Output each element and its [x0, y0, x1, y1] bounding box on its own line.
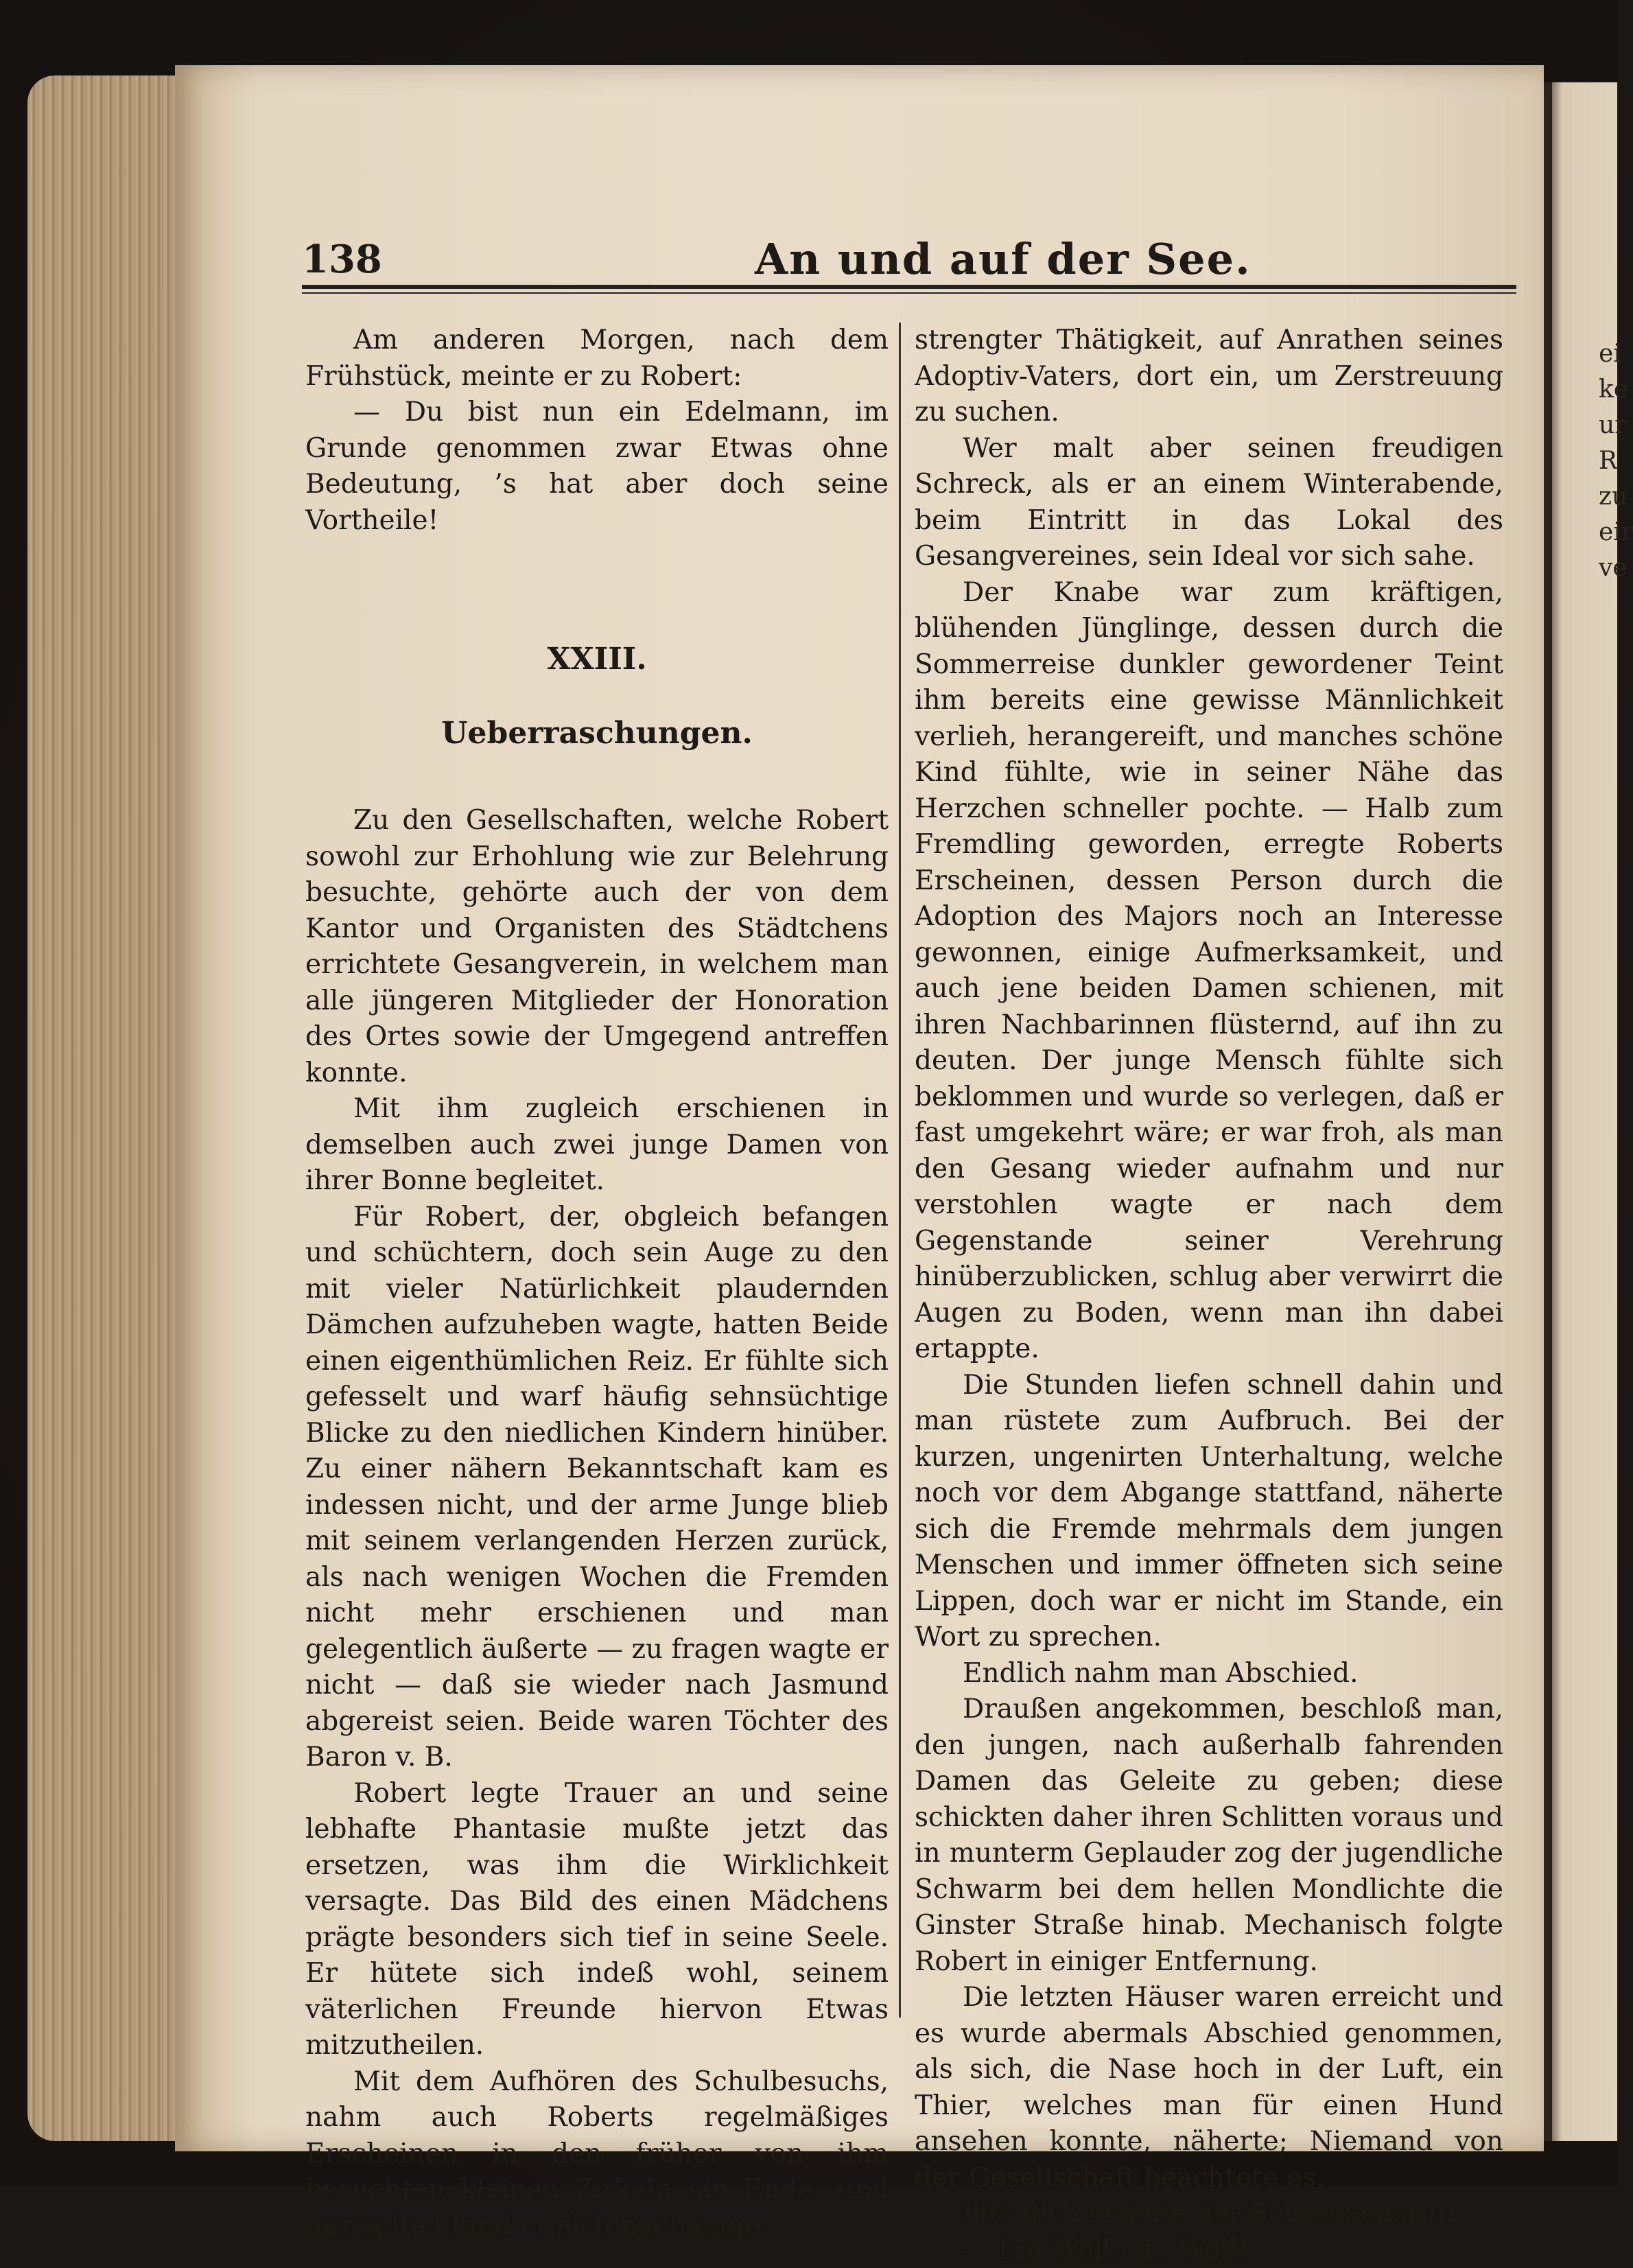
paragraph: Zu den Gesellschaften, welche Robert sowohl zur Erhohlung wie zur Belehrung besuchte, gehörte auch der von dem Kantor und Organisten des Städtchens errichtete Gesangverein, in welchem man alle jüngeren Mitglieder der Honoration des Ortes sowie der Umgegend antreffen konnte. — [305, 803, 889, 1091]
fragment: ur — [1599, 408, 1617, 443]
header-rule — [302, 285, 1516, 289]
fragment: zu — [1599, 479, 1617, 515]
paragraph: Am anderen Morgen, nach dem Frühstück, meinte er zu Robert: — [305, 323, 889, 395]
paragraph: Mit dem Aufhören des Schulbesuchs, nahm auch Roberts regelmäßiges Erscheinen in den früher von ihm besuchten kleinen Zirkeln ein Ende; und nur selten fand er sich nach ange- — [305, 2064, 889, 2245]
page-header — [302, 237, 1516, 292]
paragraph: Endlich nahm man Abschied. — [915, 1656, 1503, 1692]
fragment: eir — [1599, 515, 1617, 550]
left-column — [305, 323, 889, 2244]
paragraph: Robert legte Trauer an und seine lebhafte Phantasie mußte jetzt das ersetzen, was ihm die Wirklichkeit versagte. Das Bild des einen Mädchens prägte besonders sich tief in seine Seele. Er hütete sich indeß wohl, seinem väterlichen Freunde hiervon Etwas mitzutheilen. — [305, 1776, 889, 2064]
page-number: 138 — [302, 237, 382, 282]
book-gutter — [1544, 82, 1552, 2141]
paragraph-continuation: strengter Thätigkeit, auf Anrathen seines Adoptiv-Vaters, dort ein, um Zerstreuung zu suchen. — [915, 323, 1503, 431]
paragraph: Die Stunden liefen schnell dahin und man rüstete zum Aufbruch. Bei der kurzen, ungenirten Unterhaltung, welche noch vor dem Abgange stattfand, näherte sich die Fremde mehrmals dem jungen Menschen und immer öffneten sich seine Lippen, doch war er nicht im Stande, ein Wort zu sprechen. — [915, 1368, 1503, 1656]
header-rule-thin — [302, 292, 1516, 294]
paragraph: Die letzten Häuser waren erreicht und es wurde abermals Abschied genommen, als sich, die Nase hoch in der Luft, ein Thier, welches man für einen Hund ansehen konnte, näherte; Niemand von der Gesellschaft beachtete es. — [915, 1980, 1503, 2196]
paragraph: Draußen angekommen, beschloß man, den jungen, nach außerhalb fahrenden Damen das Geleite zu geben; diese schickten daher ihren Schlitten voraus und in munterm Geplauder zog der jugendliche Schwarm bei dem hellen Mondlichte die Ginster Straße hinab. Mechanisch folgte Robert in einiger Entfernung. — [915, 1692, 1503, 1980]
chapter-number: XXIII. — [305, 642, 889, 678]
fragment: ei — [1599, 336, 1617, 372]
right-column — [915, 323, 1503, 2268]
paragraph: Mit ihm zugleich erschienen in demselben auch zwei junge Damen von ihrer Bonne begleitet. — [305, 1091, 889, 1200]
paragraph: Der Knabe war zum kräftigen, blühenden Jünglinge, dessen durch die Sommerreise dunkler gewordener Teint ihm bereits eine gewisse Männlichkeit verlieh, herangereift, und manches schöne Kind fühlte, wie in seiner Nähe das Herzchen schneller pochte. — Halb zum Fremdling geworden, erregte Roberts Erscheinen, dessen Person durch die Adoption des Majors noch an Interesse gewonnen, einige Aufmerksamkeit, und auch jene beiden Damen schienen, mit ihren Nachbarinnen flüsternd, auf ihn zu deuten. Der junge Mensch fühlte sich beklommen und wurde so verlegen, daß er fast umgekehrt wäre; er war froh, als man den Gesang wieder aufnahm und nur verstohlen wagte er nach dem Gegenstande seiner Verehrung hinüberzublicken, schlug aber verwirrt die Augen zu Boden, wenn man ihn dabei ertappte. — [915, 575, 1503, 1368]
column-divider — [899, 323, 901, 2018]
paragraph: Wer malt aber seinen freudigen Schreck, als er an einem Winterabende, beim Eintritt in das Lokal des Gesangvereines, sein Ideal vor sich sahe. — [915, 431, 1503, 575]
paragraph: — Ein Wolf, ein Wolf! — [915, 2232, 1503, 2268]
adjacent-page-text — [1599, 336, 1617, 586]
fragment: R — [1599, 443, 1617, 479]
paragraph: — Du bist nun ein Edelmann, im Grunde genommen zwar Etwas ohne Bedeutung, ’s hat aber doch seine Vortheile! — [305, 395, 889, 539]
running-title: An und auf der See. — [755, 234, 1252, 284]
paragraph: Für Robert, der, obgleich befangen und schüchtern, doch sein Auge zu den mit vieler Natürlichkeit plaudernden Dämchen aufzuheben wagte, hatten Beide einen eigenthümlichen Reiz. Er fühlte sich gefesselt und warf häufig sehnsüchtige Blicke zu den niedlichen Kindern hinüber. Zu einer nähern Bekanntschaft kam es indessen nicht, und der arme Junge blieb mit seinem verlangenden Herzen zurück, als nach wenigen Wochen die Fremden nicht mehr erschienen und man gelegentlich äußerte — zu fragen wagte er nicht — daß sie wieder nach Jasmund abgereist seien. Beide waren Töchter des Baron v. B. — [305, 1200, 889, 1776]
fragment: ke — [1599, 372, 1617, 408]
paragraph: Plötzlich ertönte der Schreckensruf: — [915, 2196, 1503, 2232]
chapter-title: Ueberraschungen. — [305, 716, 889, 752]
fragment: ve — [1599, 550, 1617, 586]
